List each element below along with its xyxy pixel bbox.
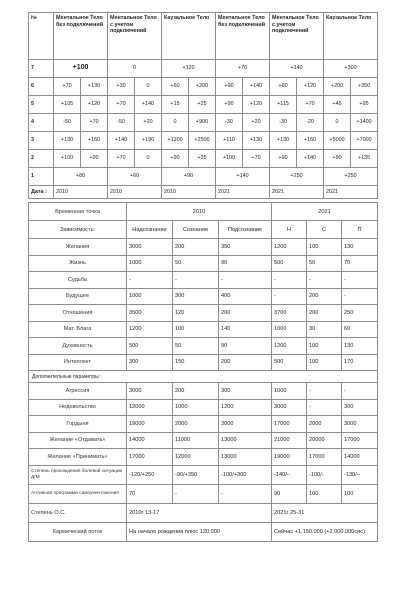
value-cell: 1000 <box>272 383 307 400</box>
value-cell: -100/+300 <box>219 465 272 484</box>
value-cell: +60 <box>270 78 297 96</box>
value-cell: - <box>272 272 307 289</box>
value-cell: 12000 <box>127 399 173 416</box>
situation-row <box>29 465 378 484</box>
row-label: Интеллект <box>29 354 127 371</box>
value-cell: 30 <box>307 321 342 338</box>
value-cell: +160 <box>297 132 324 150</box>
value-cell: +90 <box>324 150 351 168</box>
time-point-label: Временная точка <box>29 203 127 221</box>
row-label: Желания <box>29 239 127 256</box>
chakra-row <box>29 60 378 78</box>
value-cell: +140 <box>243 78 270 96</box>
value-cell: 120 <box>173 305 219 322</box>
subcol-header: Подсознание <box>219 221 272 239</box>
subcol-header: П <box>342 221 378 239</box>
value-cell: 1200 <box>127 321 173 338</box>
value-cell: 50 <box>173 255 219 272</box>
subcol-header: Н <box>272 221 307 239</box>
dependency-row <box>29 354 378 371</box>
value-cell: 3000 <box>127 383 173 400</box>
value-cell: 350 <box>219 239 272 256</box>
value-cell: +70 <box>243 150 270 168</box>
value-cell: 13000 <box>219 432 272 449</box>
value-cell: +110 <box>216 132 243 150</box>
row-number: 6 <box>29 78 54 96</box>
dependency-row <box>29 321 378 338</box>
value-cell: +90 <box>216 78 243 96</box>
row-number: 4 <box>29 114 54 132</box>
value-cell: +120 <box>243 96 270 114</box>
value-cell: 50 <box>307 255 342 272</box>
value-cell: 2000 <box>173 416 219 433</box>
value-cell: 200 <box>173 383 219 400</box>
extra-param-row <box>29 399 378 416</box>
chakra-row <box>29 132 378 150</box>
header-col-2: Ментальное Тело с учетом подключений <box>108 13 162 60</box>
row-label: Агрессия <box>29 383 127 400</box>
value-cell: 100 <box>342 484 378 503</box>
value-cell: 0 <box>108 60 162 78</box>
row-label: Гордыня <box>29 416 127 433</box>
row-label: Желание «Отдавать» <box>29 432 127 449</box>
value-cell: 200 <box>219 305 272 322</box>
header-col-6: Каузальное Тело <box>324 13 378 60</box>
anti-program-label: Антивная программа самоуничтожения <box>29 484 127 503</box>
row-number: 1 <box>29 168 54 186</box>
value-cell: 200 <box>307 288 342 305</box>
karma-flow-label: Кармический поток <box>29 522 127 541</box>
row-number: 3 <box>29 132 54 150</box>
value-cell: 0 <box>324 114 351 132</box>
value-cell: 200 <box>219 354 272 371</box>
value-cell: +130 <box>81 78 108 96</box>
dependency-row <box>29 255 378 272</box>
value-cell: 1200 <box>272 239 307 256</box>
date-cell: 2010 <box>108 186 162 199</box>
value-cell: +95 <box>351 96 378 114</box>
value-cell: +60 <box>162 78 189 96</box>
value-cell: 1200 <box>219 399 272 416</box>
value-cell: +35 <box>189 150 216 168</box>
value-cell: +135 <box>351 150 378 168</box>
value-cell: +15 <box>162 96 189 114</box>
value-cell: +130 <box>270 132 297 150</box>
header-col-5: Ментальное Тело с учетом подключений <box>270 13 324 60</box>
extra-param-row <box>29 432 378 449</box>
value-cell: +2500 <box>189 132 216 150</box>
subcol-header: Надсознание <box>127 221 173 239</box>
value-cell: 17000 <box>307 449 342 466</box>
situation-label: Степень прохождения болевой ситуации Д/М <box>29 465 127 484</box>
value-cell: 300 <box>127 354 173 371</box>
value-cell: +20 <box>243 114 270 132</box>
value-cell: 0 <box>135 78 162 96</box>
top-table-body <box>29 60 378 186</box>
header-col-1: Ментальное Тело без подключений <box>54 13 108 60</box>
subcol-header: С <box>307 221 342 239</box>
karma-flow-row <box>29 522 378 541</box>
value-cell: +60 <box>108 168 162 186</box>
anti-program-row <box>29 484 378 503</box>
dependency-header-row <box>29 221 378 239</box>
date-row <box>29 186 378 199</box>
value-cell: 3700 <box>272 305 307 322</box>
value-cell: 100 <box>307 338 342 355</box>
value-cell: 70 <box>127 484 173 503</box>
value-cell: -50 <box>108 114 135 132</box>
value-cell: +100 <box>54 60 108 78</box>
row-label: Будущее <box>29 288 127 305</box>
extra-params-label: Дополнительные параметры : <box>29 371 378 383</box>
value-cell: +130 <box>54 132 81 150</box>
value-cell: +140 <box>297 150 324 168</box>
value-cell: -130/-- <box>342 465 378 484</box>
value-cell: +140 <box>216 168 270 186</box>
value-cell: +350 <box>351 78 378 96</box>
value-cell: +200 <box>324 78 351 96</box>
value-cell: 130 <box>342 338 378 355</box>
value-cell: +140 <box>135 96 162 114</box>
value-cell: 19000 <box>272 449 307 466</box>
value-cell: 100 <box>173 321 219 338</box>
year-2010: 2010 <box>127 203 272 221</box>
value-cell: 17000 <box>342 432 378 449</box>
value-cell: +900 <box>189 114 216 132</box>
dependency-row <box>29 288 378 305</box>
header-col-3: Каузальное Тело <box>162 13 216 60</box>
value-cell: +90 <box>216 96 243 114</box>
value-cell: 150 <box>173 354 219 371</box>
value-cell: 90 <box>219 255 272 272</box>
value-cell: 200 <box>307 305 342 322</box>
value-cell: -30 <box>216 114 243 132</box>
value-cell: +1200 <box>162 132 189 150</box>
dependencies-table <box>28 202 378 542</box>
row-number: 5 <box>29 96 54 114</box>
value-cell: 100 <box>307 484 342 503</box>
extra-param-row <box>29 449 378 466</box>
value-cell: 3000 <box>272 399 307 416</box>
value-cell: 17000 <box>272 416 307 433</box>
value-cell: +20 <box>135 114 162 132</box>
value-cell: - <box>342 288 378 305</box>
header-col-4: Ментальное Тело без подключений <box>216 13 270 60</box>
value-cell: 200 <box>173 239 219 256</box>
row-label: Духовность <box>29 338 127 355</box>
value-cell: +25 <box>189 96 216 114</box>
value-cell: 1000 <box>127 255 173 272</box>
value-cell: -90/+350 <box>173 465 219 484</box>
value-cell: 3000 <box>219 416 272 433</box>
date-cell: 2021 <box>324 186 378 199</box>
value-cell: +140 <box>270 60 324 78</box>
value-cell: - <box>342 272 378 289</box>
value-cell: -100/- <box>307 465 342 484</box>
value-cell: +160 <box>81 132 108 150</box>
chakra-row <box>29 150 378 168</box>
date-cell: 2010 <box>162 186 216 199</box>
chakra-row <box>29 96 378 114</box>
top-header-row <box>29 13 378 60</box>
value-cell: - <box>307 272 342 289</box>
dependency-rows <box>29 239 378 371</box>
value-cell: 1000 <box>272 321 307 338</box>
value-cell: +90 <box>81 150 108 168</box>
value-cell: 140 <box>219 321 272 338</box>
os-degree-label: Степень О.С. <box>29 503 127 522</box>
chakra-row <box>29 168 378 186</box>
value-cell: 60 <box>342 321 378 338</box>
value-cell: +70 <box>216 60 270 78</box>
value-cell: +7000 <box>351 132 378 150</box>
value-cell: +90 <box>162 150 189 168</box>
chakra-row <box>29 114 378 132</box>
dependency-row <box>29 338 378 355</box>
header-number: № <box>29 13 54 60</box>
value-cell: 17000 <box>127 449 173 466</box>
value-cell: +120 <box>81 96 108 114</box>
value-cell: - <box>307 383 342 400</box>
value-cell: 1000 <box>127 288 173 305</box>
value-cell: +120 <box>162 60 216 78</box>
value-cell: 500 <box>272 354 307 371</box>
value-cell: - <box>307 399 342 416</box>
value-cell: +80 <box>54 168 108 186</box>
value-cell: -50 <box>54 114 81 132</box>
row-number: 2 <box>29 150 54 168</box>
value-cell: - <box>219 484 272 503</box>
date-cell: 2021 <box>270 186 324 199</box>
value-cell: 100 <box>307 239 342 256</box>
value-cell: +70 <box>108 96 135 114</box>
value-cell: +90 <box>162 168 216 186</box>
value-cell: 1200 <box>272 338 307 355</box>
value-cell: 13000 <box>219 449 272 466</box>
os-value-2021: 2021г 25-31 <box>272 503 378 522</box>
value-cell: 3000 <box>342 416 378 433</box>
value-cell: 19000 <box>127 416 173 433</box>
value-cell: 1000 <box>173 399 219 416</box>
value-cell: 3000 <box>127 239 173 256</box>
value-cell: +300 <box>324 60 378 78</box>
extra-params-row <box>29 371 378 383</box>
value-cell: +70 <box>54 78 81 96</box>
value-cell: - <box>272 288 307 305</box>
value-cell: - <box>173 484 219 503</box>
os-value-2010: 2010г 13-17 <box>127 503 272 522</box>
value-cell: 90 <box>219 338 272 355</box>
dependency-row <box>29 272 378 289</box>
row-label: Жизнь <box>29 255 127 272</box>
row-label: Судьба <box>29 272 127 289</box>
value-cell: 50 <box>173 338 219 355</box>
value-cell: 400 <box>219 288 272 305</box>
time-point-row <box>29 203 378 221</box>
extra-param-row <box>29 383 378 400</box>
value-cell: +105 <box>54 96 81 114</box>
value-cell: +100 <box>216 150 243 168</box>
value-cell: 300 <box>342 399 378 416</box>
value-cell: +45 <box>324 96 351 114</box>
value-cell: +250 <box>270 168 324 186</box>
value-cell: 500 <box>272 255 307 272</box>
value-cell: -120/+250 <box>127 465 173 484</box>
date-cell: 2021 <box>216 186 270 199</box>
row-label: Желание «Принимать» <box>29 449 127 466</box>
value-cell: +200 <box>189 78 216 96</box>
value-cell: +70 <box>297 96 324 114</box>
chakra-values-table <box>28 12 378 199</box>
value-cell: +190 <box>135 132 162 150</box>
value-cell: +100 <box>54 150 81 168</box>
value-cell: 170 <box>342 354 378 371</box>
value-cell: +30 <box>108 78 135 96</box>
value-cell: 21000 <box>272 432 307 449</box>
value-cell: -20 <box>297 114 324 132</box>
value-cell: +115 <box>270 96 297 114</box>
karma-value-now: Сейчас +1.150.000 (+2.000.000сис) <box>272 522 378 541</box>
value-cell: +1400 <box>351 114 378 132</box>
dependency-row <box>29 239 378 256</box>
row-label: Мат. Блага <box>29 321 127 338</box>
row-number: 7 <box>29 60 54 78</box>
subcol-header: Сознание <box>173 221 219 239</box>
value-cell: 12000 <box>173 449 219 466</box>
value-cell: +130 <box>243 132 270 150</box>
year-2021: 2021 <box>272 203 378 221</box>
value-cell: +90 <box>270 150 297 168</box>
value-cell: - <box>342 383 378 400</box>
value-cell: 250 <box>342 305 378 322</box>
value-cell: 500 <box>127 338 173 355</box>
extra-rows <box>29 383 378 466</box>
value-cell: - <box>127 272 173 289</box>
value-cell: +250 <box>324 168 378 186</box>
extra-param-row <box>29 416 378 433</box>
value-cell: 0 <box>162 114 189 132</box>
os-degree-row <box>29 503 378 522</box>
value-cell: 11000 <box>173 432 219 449</box>
value-cell: 100 <box>307 354 342 371</box>
value-cell: +70 <box>81 114 108 132</box>
value-cell: 3500 <box>127 305 173 322</box>
value-cell: +70 <box>108 150 135 168</box>
value-cell: 14000 <box>127 432 173 449</box>
value-cell: 14000 <box>342 449 378 466</box>
value-cell: 300 <box>219 383 272 400</box>
row-label: Отношения <box>29 305 127 322</box>
value-cell: -140/-- <box>272 465 307 484</box>
value-cell: 20000 <box>307 432 342 449</box>
chakra-row <box>29 78 378 96</box>
date-cell: 2010 <box>54 186 108 199</box>
value-cell: 2000 <box>307 416 342 433</box>
value-cell: 300 <box>173 288 219 305</box>
value-cell: +5000 <box>324 132 351 150</box>
dependency-row <box>29 305 378 322</box>
karma-value-birth: На начало рождения плюс 120.000 <box>127 522 272 541</box>
value-cell: -30 <box>270 114 297 132</box>
dependencies-label: Зависимость: <box>29 221 127 239</box>
value-cell: 70 <box>342 255 378 272</box>
value-cell: 0 <box>135 150 162 168</box>
date-label: Дата : <box>29 186 54 199</box>
value-cell: 90 <box>272 484 307 503</box>
value-cell: - <box>219 272 272 289</box>
value-cell: +120 <box>297 78 324 96</box>
value-cell: - <box>173 272 219 289</box>
row-label: Недовольство <box>29 399 127 416</box>
value-cell: +140 <box>108 132 135 150</box>
value-cell: 130 <box>342 239 378 256</box>
